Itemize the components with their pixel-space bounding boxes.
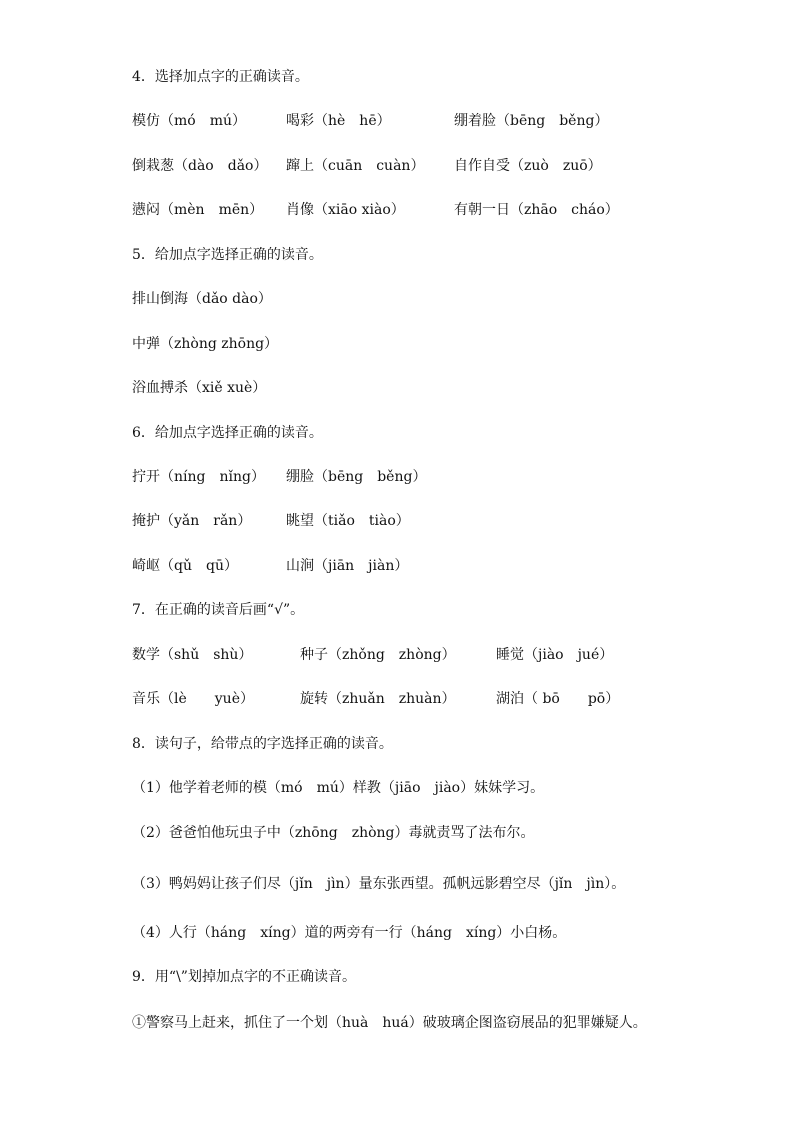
q4-item: 模仿（mó mú） — [132, 113, 246, 129]
q7-item: 旋转（zhuǎn zhuàn） — [300, 691, 456, 707]
q9-title: 9．用“\”划掉加点字的不正确读音。 — [132, 969, 356, 985]
q8-sentence: （2）爸爸怕他玩虫子中（zhōng zhòng）毒就责骂了法布尔。 — [132, 825, 535, 841]
q5-item: 中弹（zhòng zhōng） — [132, 336, 279, 352]
q4-item: 肖像（xiāo xiào） — [286, 202, 405, 218]
q7-item: 数学（shǔ shù） — [132, 647, 253, 663]
q6-item: 崎岖（qǔ qū） — [132, 558, 238, 574]
q4-item: 有朝一日（zhāo cháo） — [454, 202, 619, 218]
q4-item: 蹿上（cuān cuàn） — [286, 158, 425, 174]
q6-item: 拧开（níng nǐng） — [132, 469, 265, 485]
q4-item: 倒栽葱（dào dǎo） — [132, 158, 268, 174]
q8-title: 8．读句子，给带点的字选择正确的读音。 — [132, 736, 393, 752]
q4-item: 懑闷（mèn mēn） — [132, 202, 264, 218]
q4-item: 自作自受（zuò zuō） — [454, 158, 602, 174]
q5-item: 浴血搏杀（xiě xuè） — [132, 380, 267, 396]
q9-sentence: ①警察马上赶来，抓住了一个划（huà huá）破玻璃企图盗窃展品的犯罪嫌疑人。 — [132, 1015, 647, 1031]
q7-item: 种子（zhǒng zhòng） — [300, 647, 456, 663]
q8-sentence: （4）人行（háng xíng）道的两旁有一行（háng xíng）小白杨。 — [132, 925, 567, 941]
q7-item: 睡觉（jiào jué） — [496, 647, 614, 663]
q4-item: 绷着脸（bēng běng） — [454, 113, 609, 129]
q6-item: 眺望（tiǎo tiào） — [286, 513, 410, 529]
q8-sentence: （3）鸭妈妈让孩子们尽（jǐn jìn）量东张西望。孤帆远影碧空尽（jǐn jìn）。 — [132, 876, 626, 892]
q5-title: 5．给加点字选择正确的读音。 — [132, 247, 323, 263]
q5-item: 排山倒海（dǎo dào） — [132, 291, 272, 307]
q7-title: 7．在正确的读音后画“√”。 — [132, 602, 305, 618]
q7-item: 音乐（lè yuè） — [132, 691, 254, 707]
q6-title: 6．给加点字选择正确的读音。 — [132, 425, 323, 441]
q7-item: 湖泊（ bō pō） — [496, 691, 620, 707]
q8-sentence: （1）他学着老师的模（mó mú）样教（jiāo jiào）妹妹学习。 — [132, 780, 545, 796]
q6-item: 绷脸（bēng běng） — [286, 469, 427, 485]
q4-item: 喝彩（hè hē） — [286, 113, 391, 129]
q6-item: 山涧（jiān jiàn） — [286, 558, 409, 574]
q6-item: 掩护（yǎn rǎn） — [132, 513, 252, 529]
q4-title: 4．选择加点字的正确读音。 — [132, 69, 309, 85]
